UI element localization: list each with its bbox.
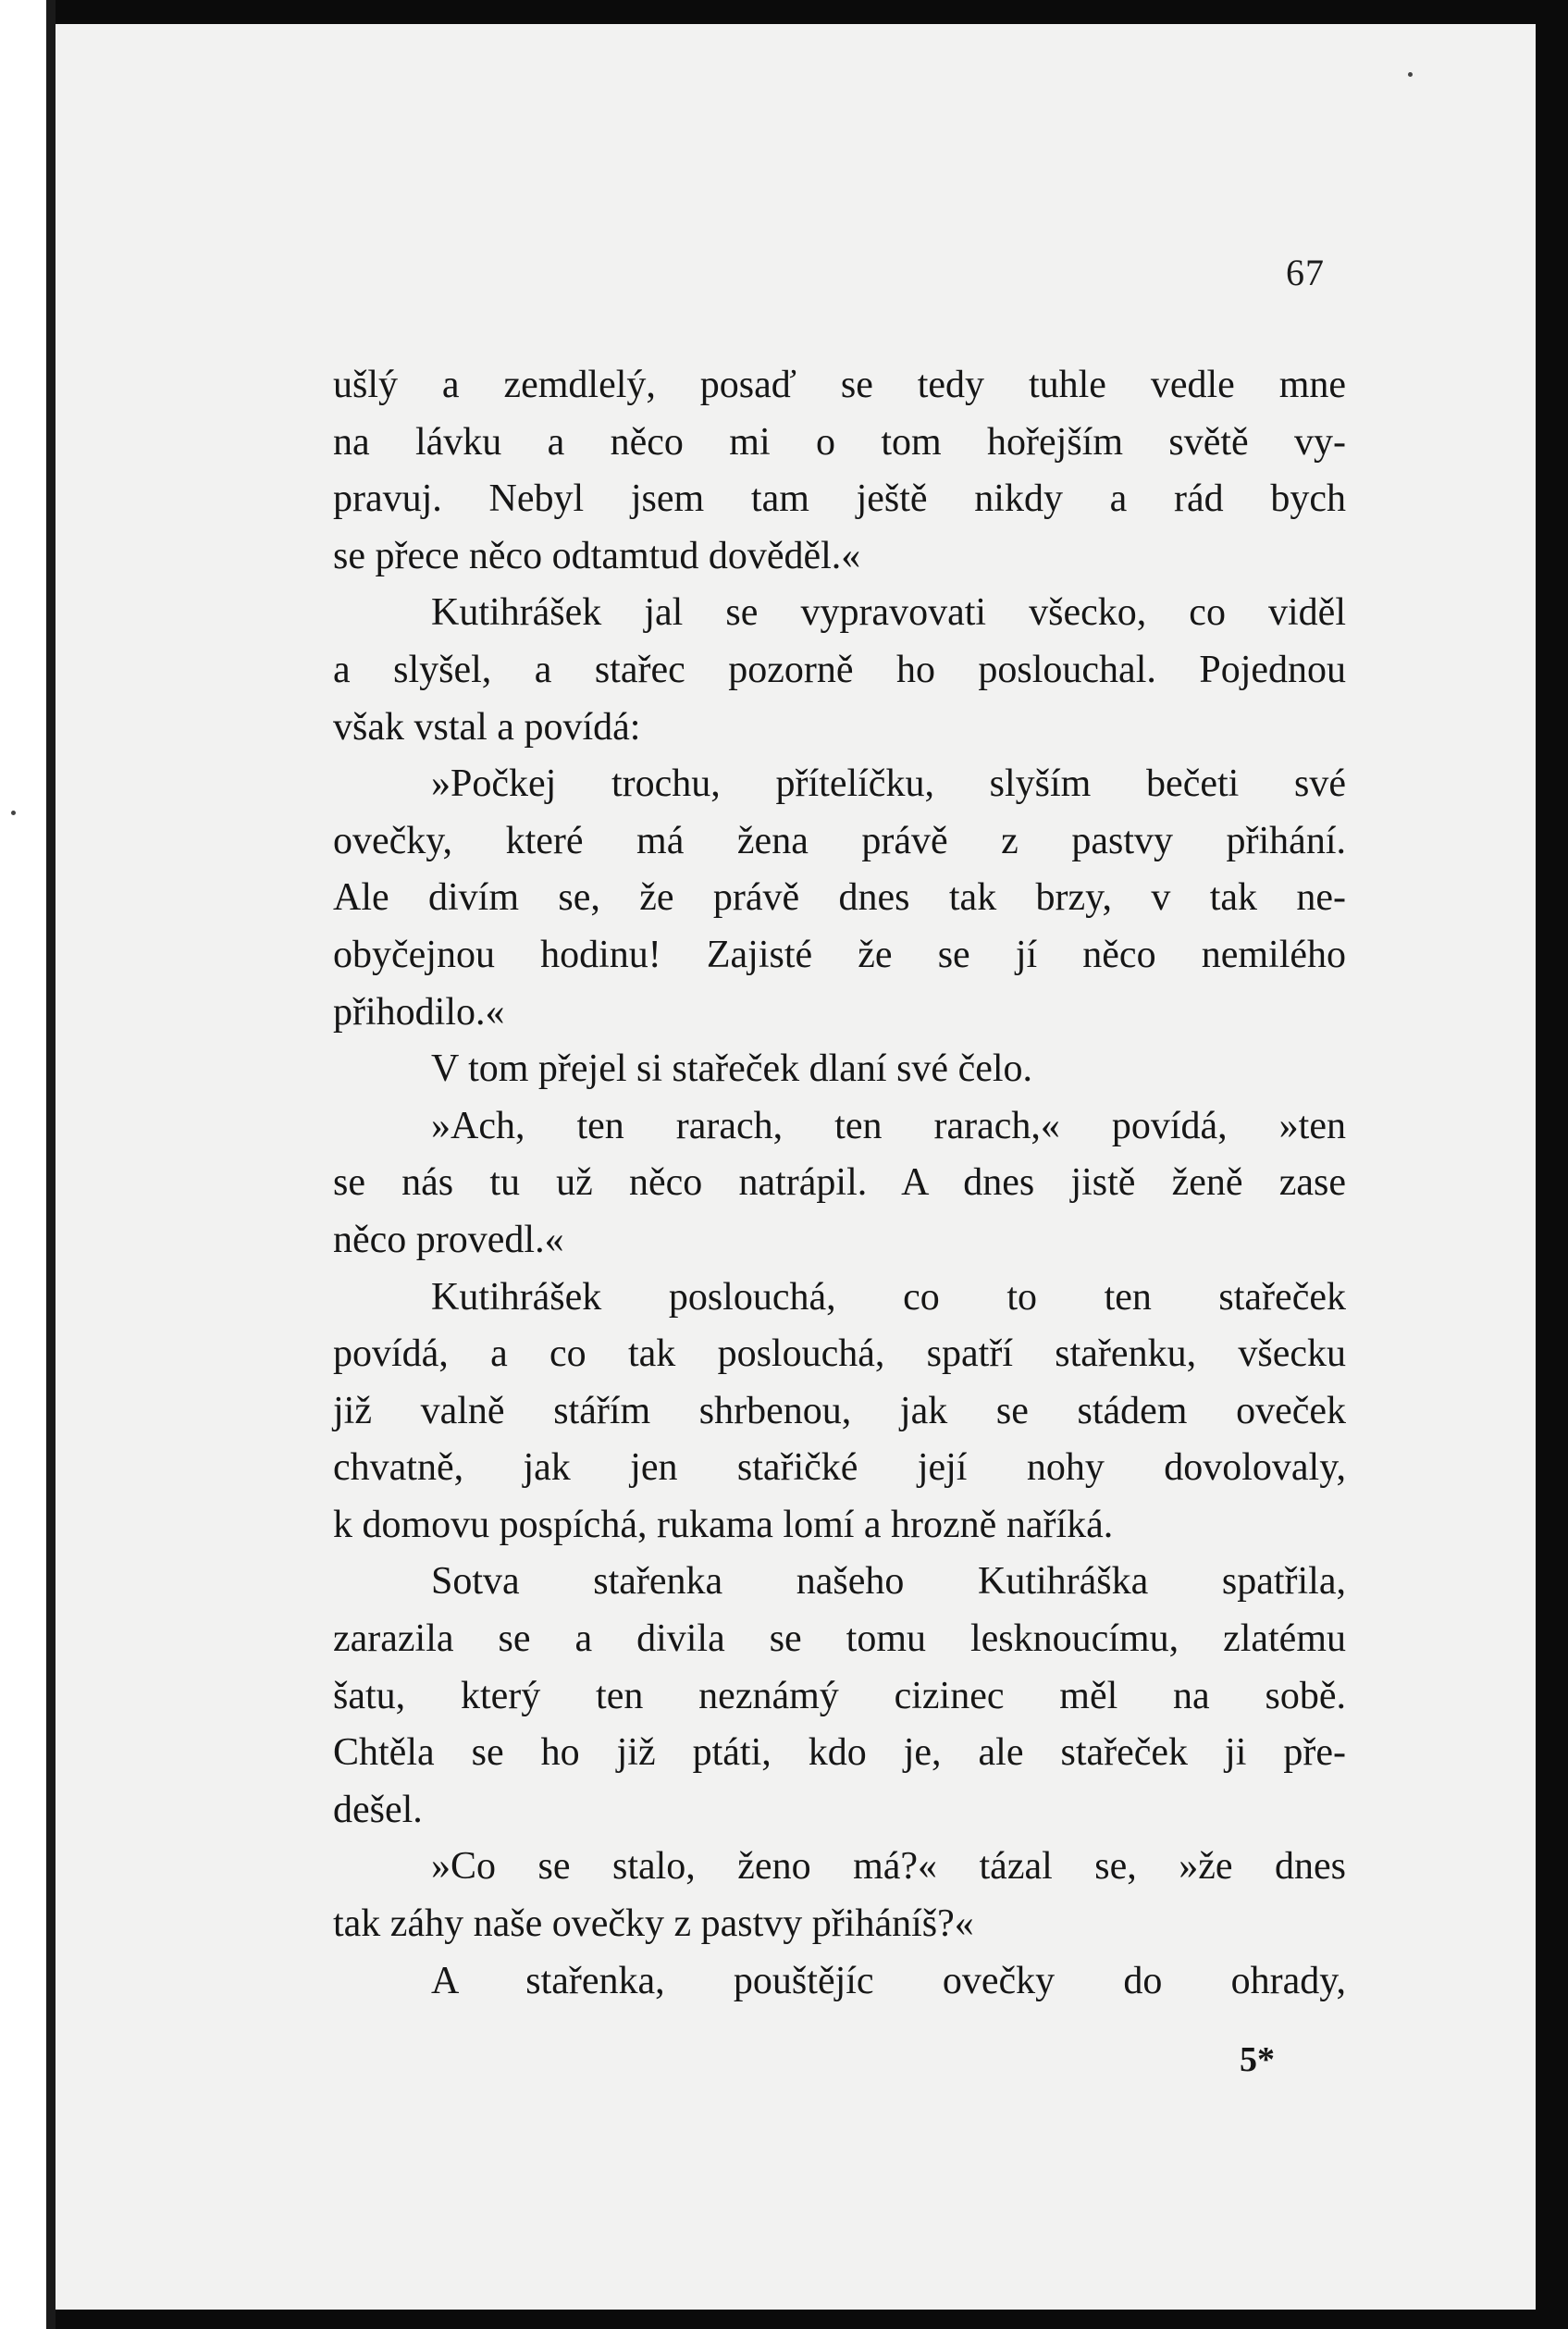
paper-speck (1408, 72, 1413, 77)
text-line: »Počkej trochu, přítelíčku, slyším bečeti své (431, 762, 1346, 806)
page-number: 67 (1286, 252, 1325, 293)
text-line: tak záhy naše ovečky z pastvy přiháníš?« (333, 1902, 974, 1946)
text-line: »Co se stalo, ženo má?« tázal se, »že dnes (431, 1845, 1346, 1889)
text-line: pravuj. Nebyl jsem tam ještě nikdy a rád bych (333, 477, 1346, 521)
text-line: na lávku a něco mi o tom hořejším světě vy- (333, 420, 1346, 464)
text-line: a slyšel, a stařec pozorně ho poslouchal. Pojednou (333, 648, 1346, 691)
text-line: se nás tu už něco natrápil. A dnes jistě ženě zase (333, 1161, 1346, 1205)
text-line: obyčejnou hodinu! Zajisté že se jí něco nemilého (333, 933, 1346, 976)
text-line: dešel. (333, 1788, 423, 1831)
text-line: »Ach, ten rarach, ten rarach,« povídá, »ten (431, 1104, 1346, 1147)
paper-speck (11, 811, 16, 815)
text-line: něco provedl.« (333, 1218, 564, 1261)
text-line: Kutihrášek poslouchá, co to ten stařeček (431, 1275, 1346, 1319)
page-gutter (46, 0, 56, 2329)
text-line: V tom přejel si stařeček dlaní své čelo. (431, 1047, 1033, 1091)
text-line: se přece něco odtamtud dověděl.« (333, 534, 861, 577)
left-margin-strip (0, 0, 52, 2329)
text-line: již valně stářím shrbenou, jak se stádem oveček (333, 1389, 1346, 1432)
text-line: Sotva stařenka našeho Kutihráška spatřila, (431, 1560, 1346, 1604)
text-line: přihodilo.« (333, 990, 505, 1034)
text-line: Chtěla se ho již ptáti, kdo je, ale stařeček ji pře- (333, 1731, 1346, 1775)
text-line: ovečky, které má žena právě z pastvy přihání. (333, 819, 1346, 862)
text-line: zarazila se a divila se tomu lesknoucímu, zlatému (333, 1617, 1346, 1661)
text-line: Kutihrášek jal se vypravovati všecko, co viděl (431, 591, 1346, 635)
text-line: povídá, a co tak poslouchá, spatří stařenku, všecku (333, 1332, 1346, 1376)
text-line: ušlý a zemdlelý, posaď se tedy tuhle vedle mne (333, 364, 1346, 406)
body-text (333, 357, 1346, 2010)
text-line: Ale divím se, že právě dnes tak brzy, v tak ne- (333, 876, 1346, 920)
text-line: k domovu pospíchá, rukama lomí a hrozně naříká. (333, 1503, 1114, 1546)
text-line: chvatně, jak jen stařičké její nohy dovolovaly, (333, 1446, 1346, 1490)
signature-mark: 5* (1240, 2040, 1275, 2079)
book-page (56, 24, 1536, 2310)
text-line: však vstal a povídá: (333, 705, 641, 749)
text-line: šatu, který ten neznámý cizinec měl na sobě. (333, 1674, 1346, 1717)
text-line: A stařenka, pouštějíc ovečky do ohrady, (431, 1959, 1346, 2002)
